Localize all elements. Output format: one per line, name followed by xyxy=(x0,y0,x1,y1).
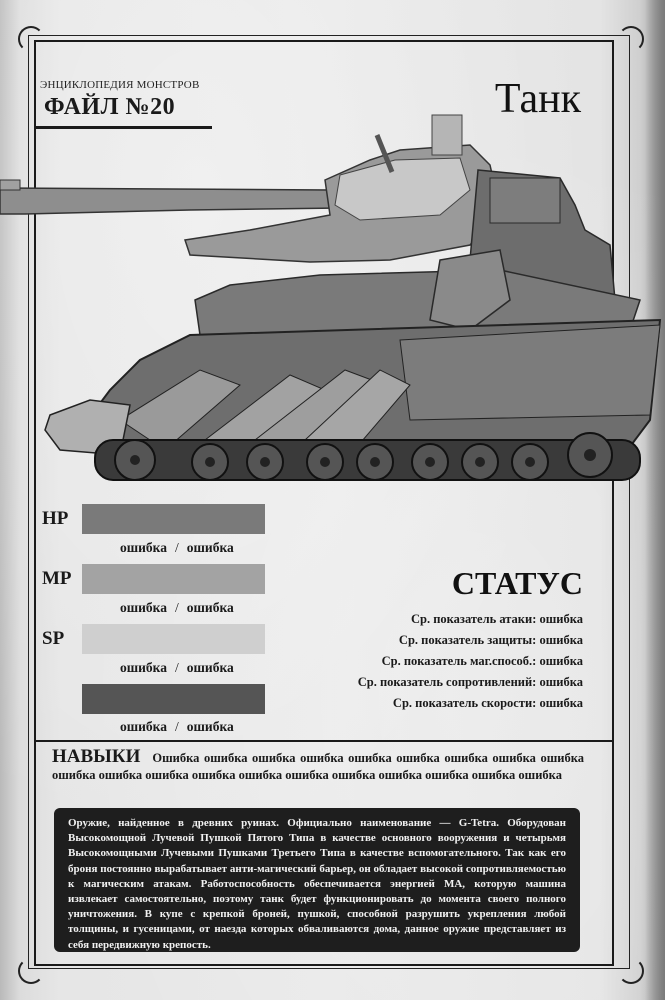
section-divider xyxy=(34,740,612,742)
monster-name-title: Танк xyxy=(494,76,581,122)
mp-bar xyxy=(82,564,265,594)
status-magic: Ср. показатель маг.способ.: ошибка xyxy=(381,654,583,668)
slash-separator: / xyxy=(175,540,179,555)
corner-scroll-ornament-icon xyxy=(18,26,44,52)
corner-scroll-ornament-icon xyxy=(618,26,644,52)
hp-max: ошибка xyxy=(186,540,234,555)
description-text: Оружие, найденное в древних руинах. Официально наименование — G-Tetra. Оборудован Высокомощной Лучевой Пушкой Пятого Типа в качестве основного вооружения и четырьмя Высокомощными Лучевыми Пушками Третьего Типа в качестве вспомогательного. Так как его броня постоянно вырабатывает анти-магический барьер, он обладает высокой сопротивляемостью к магическим атакам. Работоспособность обеспечивается энергией МА, которую машина извлекает самостоятельно, поэтому танк будет функционировать до момента своего полного уничтожения. В купе с крепкой броней, пушкой, способной разрушить укрепления любой толщины, и гусеницами, от наезда которых обваливаются дома, данное оружие представляет из себя передвижную крепость. xyxy=(68,817,566,951)
encyclopedia-label: ЭНЦИКЛОПЕДИЯ МОНСТРОВ xyxy=(40,79,200,91)
skills-section xyxy=(52,748,584,784)
sp-current: ошибка xyxy=(120,660,167,675)
sp-label: SP xyxy=(42,628,65,649)
slash-separator: / xyxy=(175,660,179,675)
extra-stat-bar xyxy=(82,684,265,714)
extra-max: ошибка xyxy=(186,719,234,734)
hp-current: ошибка xyxy=(120,540,167,555)
extra-current: ошибка xyxy=(120,719,167,734)
status-title: СТАТУС xyxy=(451,565,583,601)
skills-text: Ошибка ошибка ошибка ошибка ошибка ошибка ошибка ошибка ошибка ошибка ошибка ошибка ошибка ошибка ошибка ошибка ошибка ошибка ошибка ошибка xyxy=(52,751,584,782)
status-resistance: Ср. показатель сопротивлений: ошибка xyxy=(357,675,583,689)
corner-scroll-ornament-icon xyxy=(618,958,644,984)
status-defense: Ср. показатель защиты: ошибка xyxy=(398,633,583,647)
description-box xyxy=(54,808,580,952)
hp-value xyxy=(120,540,234,556)
sp-bar xyxy=(82,624,265,654)
slash-separator: / xyxy=(175,719,179,734)
sp-value xyxy=(120,660,234,676)
sp-max: ошибка xyxy=(186,660,234,675)
status-speed: Ср. показатель скорости: ошибка xyxy=(392,696,583,710)
status-attack: Ср. показатель атаки: ошибка xyxy=(410,612,583,626)
extra-stat-value xyxy=(120,719,234,735)
corner-scroll-ornament-icon xyxy=(18,958,44,984)
slash-separator: / xyxy=(175,600,179,615)
mp-max: ошибка xyxy=(186,600,234,615)
mp-label: MP xyxy=(42,568,72,589)
file-number: ФАЙЛ №20 xyxy=(44,94,176,120)
hp-label: HP xyxy=(42,508,69,529)
tank-illustration xyxy=(0,110,665,490)
mp-value xyxy=(120,600,234,616)
hp-bar xyxy=(82,504,265,534)
mp-current: ошибка xyxy=(120,600,167,615)
skills-title: НАВЫКИ xyxy=(52,746,141,767)
